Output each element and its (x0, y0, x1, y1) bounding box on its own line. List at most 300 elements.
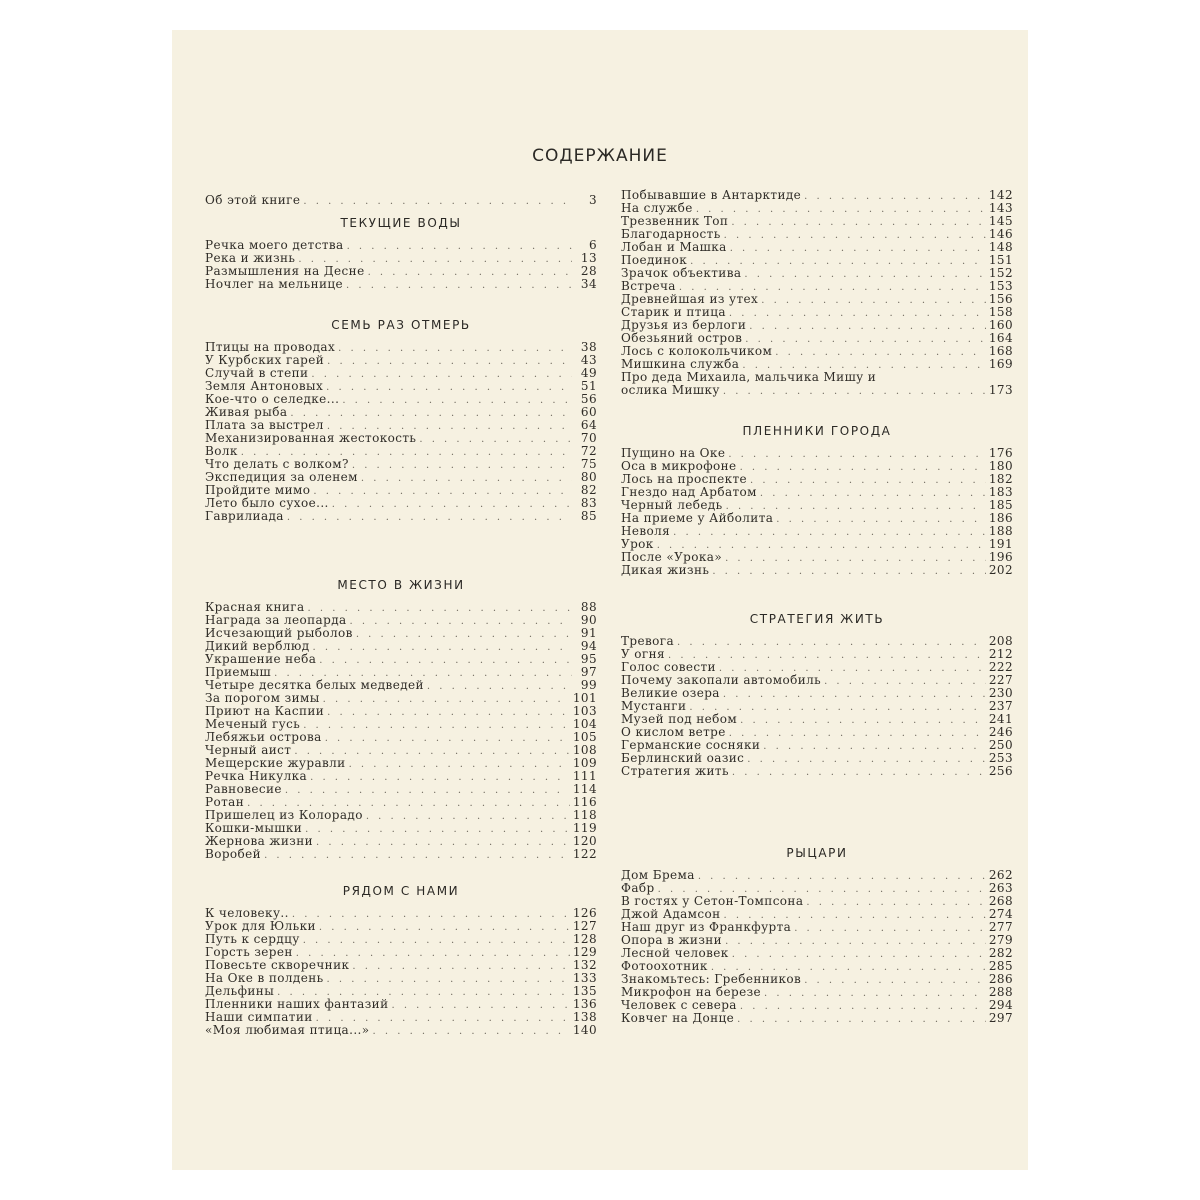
toc-entry[interactable] (621, 525, 1013, 538)
entry-title: Микрофон на березе (621, 985, 762, 999)
leader-dots (712, 565, 986, 578)
section-title: РЫЦАРИ (786, 846, 848, 860)
entry-title: Лебяжьи острова (205, 730, 322, 744)
leader-dots (352, 459, 572, 472)
leader-dots (673, 526, 986, 539)
entry-page-number: 83 (580, 496, 597, 510)
leader-dots (427, 680, 572, 693)
leader-dots (750, 474, 986, 487)
section-strategiya-zhit (621, 610, 1013, 778)
section-title: МЕСТО В ЖИЗНИ (337, 578, 465, 592)
leader-dots (303, 195, 572, 208)
entry-title: Кое-что о селедке... (205, 392, 340, 406)
entry-page-number: 28 (580, 264, 597, 278)
entry-page-number: 185 (988, 498, 1013, 512)
entry-page-number: 105 (572, 730, 597, 744)
entry-title: Опора в жизни (621, 933, 723, 947)
entry-page-number: 82 (580, 483, 597, 497)
entry-page-number: 70 (580, 431, 597, 445)
entry-page-number: 109 (572, 756, 597, 770)
entry-page-number: 151 (988, 253, 1013, 267)
leader-dots (373, 1025, 570, 1038)
entry-page-number: 222 (988, 660, 1013, 674)
entry-page-number: 182 (988, 472, 1013, 486)
leader-dots (323, 693, 570, 706)
entry-title: Исчезающий рыболов (205, 626, 353, 640)
toc-entry[interactable] (621, 512, 1013, 525)
entry-title: Ночлег на мельнице (205, 277, 344, 291)
entry-title: Обезьяний остров (621, 331, 743, 345)
entry-page-number: 202 (988, 563, 1013, 577)
entry-title: Неволя (621, 524, 671, 538)
entry-page-number: 38 (580, 340, 597, 354)
leader-dots (745, 333, 986, 346)
entry-page-number: 188 (988, 524, 1013, 538)
entry-page-number: 90 (580, 613, 597, 627)
toc-entry[interactable] (621, 765, 1013, 778)
entry-title: Урок для Юльки (205, 919, 316, 933)
entry-page-number: 114 (572, 782, 597, 796)
entry-title: Механизированная жестокость (205, 431, 417, 445)
entry-page-number: 85 (580, 509, 597, 523)
entry-title: Река и жизнь (205, 251, 296, 265)
leader-dots (804, 190, 986, 203)
entry-page-number: 120 (572, 834, 597, 848)
leader-dots (794, 922, 986, 935)
toc-entry[interactable] (205, 783, 597, 796)
leader-dots (732, 948, 986, 961)
entry-page-number: 133 (572, 971, 597, 985)
entry-page-number: 140 (572, 1023, 597, 1037)
entry-page-number: 95 (580, 652, 597, 666)
leader-dots (325, 732, 570, 745)
leader-dots (728, 448, 986, 461)
entry-page-number: 56 (580, 392, 597, 406)
entry-page-number: 3 (588, 193, 597, 207)
entry-title-line-2: ослика Мишку (621, 383, 720, 397)
entry-title: Старик и птица (621, 305, 726, 319)
entry-title: Фотоохотник (621, 959, 708, 973)
leader-dots (326, 381, 572, 394)
entry-page-number: 250 (988, 738, 1013, 752)
entry-page-number: 75 (580, 457, 597, 471)
entry-title: Лесной человек (621, 946, 729, 960)
section-sem-raz-otmer (205, 316, 597, 523)
leader-dots (677, 636, 986, 649)
entry-page-number: 127 (572, 919, 597, 933)
entry-title: Урок (621, 537, 654, 551)
entry-title: Дом Брема (621, 868, 695, 882)
toc-entry[interactable] (621, 1012, 1013, 1025)
entry-page-number: 101 (572, 691, 597, 705)
entry-page-number: 94 (580, 639, 597, 653)
entry-page-number: 118 (572, 808, 597, 822)
entry-page-number: 148 (988, 240, 1013, 254)
entry-title: Встреча (621, 279, 676, 293)
entry-title: Птицы на проводах (205, 340, 336, 354)
page-title: СОДЕРЖАНИЕ (532, 146, 668, 166)
entry-title: Пришелец из Колорадо (205, 808, 363, 822)
leader-dots (761, 294, 986, 307)
entry-page-number: 145 (988, 214, 1013, 228)
leader-dots (723, 385, 986, 398)
entry-page-number: 246 (988, 725, 1013, 739)
toc-entry[interactable] (621, 371, 1013, 397)
leader-dots (775, 346, 986, 359)
entry-page-number: 91 (580, 626, 597, 640)
entry-page-number: 49 (580, 366, 597, 380)
entry-title: В гостях у Сетон-Томпсона (621, 894, 804, 908)
leader-dots (737, 1013, 986, 1026)
entry-title: Жернова жизни (205, 834, 313, 848)
entry-title: Речка Никулка (205, 769, 308, 783)
leader-dots (725, 935, 986, 948)
entry-title: Трезвенник Топ (621, 214, 729, 228)
leader-dots (327, 355, 572, 368)
entry-title: О кислом ветре (621, 725, 726, 739)
leader-dots (724, 229, 986, 242)
leader-dots (350, 615, 572, 628)
entry-page-number: 6 (588, 238, 597, 252)
toc-entry[interactable] (621, 564, 1013, 577)
entry-page-number: 135 (572, 984, 597, 998)
entry-page-number: 288 (988, 985, 1013, 999)
entry-page-number: 208 (988, 634, 1013, 648)
entry-title: Пленники наших фантазий (205, 997, 389, 1011)
leader-dots (316, 836, 570, 849)
entry-page-number: 268 (988, 894, 1013, 908)
entry-page-number: 282 (988, 946, 1013, 960)
entry-page-number: 212 (988, 647, 1013, 661)
entry-page-number: 253 (988, 751, 1013, 765)
leader-dots (303, 719, 570, 732)
entry-title: Красная книга (205, 600, 305, 614)
entry-title: Лобан и Машка (621, 240, 727, 254)
entry-page-number: 241 (988, 712, 1013, 726)
toc-entry[interactable] (205, 432, 597, 445)
entry-page-number: 43 (580, 353, 597, 367)
entry-page-number: 176 (988, 446, 1013, 460)
leader-dots (740, 461, 986, 474)
entry-title: На службе (621, 201, 693, 215)
entry-page-number: 180 (988, 459, 1013, 473)
entry-page-number: 51 (580, 379, 597, 393)
entry-page-number: 277 (988, 920, 1013, 934)
entry-page-number: 152 (988, 266, 1013, 280)
section-title: СЕМЬ РАЗ ОТМЕРЬ (331, 318, 471, 332)
entry-title: Равновесие (205, 782, 282, 796)
entry-title: Лето было сухое... (205, 496, 329, 510)
entry-title: Случай в степи (205, 366, 309, 380)
entry-title: Лось с колокольчиком (621, 344, 773, 358)
entry-page-number: 128 (572, 932, 597, 946)
entry-page-number: 136 (572, 997, 597, 1011)
leader-dots (361, 472, 572, 485)
toc-entry[interactable] (621, 869, 1013, 882)
entry-page-number: 111 (572, 769, 597, 783)
entry-page-number: 164 (988, 331, 1013, 345)
entry-page-number: 262 (988, 868, 1013, 882)
leader-dots (290, 407, 572, 420)
entry-title: Гнездо над Арбатом (621, 485, 757, 499)
entry-title: Германские сосняки (621, 738, 761, 752)
leader-dots (356, 628, 572, 641)
entry-title: Волк (205, 444, 238, 458)
toc-entry[interactable] (205, 278, 597, 291)
entry-title: Ротан (205, 795, 245, 809)
entry-page-number: 294 (988, 998, 1013, 1012)
toc-entry[interactable] (205, 1024, 597, 1037)
leader-dots (419, 433, 572, 446)
entry-title: Меченый гусь (205, 717, 301, 731)
entry-page-number: 97 (580, 665, 597, 679)
leader-dots (310, 771, 570, 784)
entry-title: Джой Адамсон (621, 907, 721, 921)
entry-page-number: 116 (572, 795, 597, 809)
entry-page-number: 286 (988, 972, 1013, 986)
entry-page-number: 129 (572, 945, 597, 959)
entry-title: Голос совести (621, 660, 716, 674)
entry-title: Приют на Каспии (205, 704, 325, 718)
section-title: РЯДОМ С НАМИ (342, 884, 460, 898)
book-page (172, 30, 1028, 1170)
entry-title: Оса в микрофоне (621, 459, 737, 473)
entry-title: За порогом зимы (205, 691, 320, 705)
entry-title: Четыре десятка белых медведей (205, 678, 424, 692)
entry-title: Кошки-мышки (205, 821, 303, 835)
toc-entry[interactable] (205, 194, 597, 207)
entry-page-number: 191 (988, 537, 1013, 551)
entry-title: На Оке в полдень (205, 971, 324, 985)
entry-page-number: 103 (572, 704, 597, 718)
leader-dots (303, 934, 570, 947)
leader-dots (313, 485, 572, 498)
entry-page-number: 168 (988, 344, 1013, 358)
section-continued (621, 189, 1013, 397)
leader-dots (292, 908, 570, 921)
leader-dots (749, 320, 986, 333)
entry-page-number: 169 (988, 357, 1013, 371)
entry-page-number: 122 (572, 847, 597, 861)
entry-title: К человеку.. (205, 906, 289, 920)
leader-dots (824, 675, 986, 688)
toc-entry[interactable] (621, 267, 1013, 280)
toc-entry[interactable] (205, 510, 597, 523)
leader-dots (760, 487, 986, 500)
section-title: ПЛЕННИКИ ГОРОДА (742, 424, 892, 438)
toc-entry[interactable] (205, 835, 597, 848)
entry-page-number: 183 (988, 485, 1013, 499)
entry-title: Стратегия жить (621, 764, 729, 778)
entry-page-number: 274 (988, 907, 1013, 921)
leader-dots (723, 688, 986, 701)
entry-title: Благодарность (621, 227, 721, 241)
leader-dots (346, 279, 572, 292)
entry-page-number: 119 (572, 821, 597, 835)
leader-dots (342, 394, 572, 407)
leader-dots (327, 706, 570, 719)
entry-title: Речка моего детства (205, 238, 344, 252)
leader-dots (698, 870, 986, 883)
entry-page-number: 285 (988, 959, 1013, 973)
entry-page-number: 153 (988, 279, 1013, 293)
entry-title: Зрачок объектива (621, 266, 742, 280)
entry-title: Музей под небом (621, 712, 738, 726)
section-title: ТЕКУЩИЕ ВОДЫ (340, 216, 462, 230)
entry-title: «Моя любимая птица...» (205, 1023, 370, 1037)
entry-title: Черный аист (205, 743, 292, 757)
entry-page-number: 230 (988, 686, 1013, 700)
entry-page-number: 104 (572, 717, 597, 731)
leader-dots (338, 342, 572, 355)
leader-dots (287, 511, 572, 524)
entry-title: Дикая жизнь (621, 563, 710, 577)
entry-title: Лось на проспекте (621, 472, 748, 486)
entry-page-number: 173 (988, 383, 1013, 397)
leader-dots (747, 753, 986, 766)
leader-dots (349, 758, 570, 771)
entry-page-number: 99 (580, 678, 597, 692)
entry-title: Наши симпатии (205, 1010, 313, 1024)
toc-entry[interactable] (621, 635, 1013, 648)
entry-title: Поединок (621, 253, 688, 267)
entry-title: Почему закопали автомобиль (621, 673, 822, 687)
section-title: СТРАТЕГИЯ ЖИТЬ (749, 612, 885, 626)
entry-page-number: 142 (988, 188, 1013, 202)
entry-title: После «Урока» (621, 550, 723, 564)
leader-dots (740, 1000, 986, 1013)
entry-page-number: 64 (580, 418, 597, 432)
entry-title: Мишкина служба (621, 357, 740, 371)
entry-title: У Курбских гарей (205, 353, 325, 367)
leader-dots (285, 784, 570, 797)
entry-title: Дельфины (205, 984, 275, 998)
section-plenniki-goroda (621, 422, 1013, 577)
leader-dots (313, 641, 573, 654)
entry-page-number: 156 (988, 292, 1013, 306)
entry-title: Воробей (205, 847, 262, 861)
entry-title: Размышления на Десне (205, 264, 365, 278)
entry-title: Земля Антоновых (205, 379, 324, 393)
leader-dots (347, 240, 572, 253)
entry-page-number: 72 (580, 444, 597, 458)
entry-title: Гаврилиада (205, 509, 284, 523)
entry-title: Об этой книге (205, 193, 301, 207)
entry-page-number: 138 (572, 1010, 597, 1024)
leader-dots (763, 740, 986, 753)
entry-title: Пущино на Оке (621, 446, 726, 460)
leader-dots (744, 268, 985, 281)
leader-dots (725, 552, 986, 565)
entry-title: Черный лебедь (621, 498, 723, 512)
toc-intro (205, 194, 597, 207)
leader-dots (776, 513, 986, 526)
leader-dots (804, 974, 986, 987)
entry-page-number: 158 (988, 305, 1013, 319)
entry-title: Мустанги (621, 699, 687, 713)
entry-page-number: 227 (988, 673, 1013, 687)
section-mesto-v-zhizni (205, 576, 597, 861)
entry-title: Что делать с волком? (205, 457, 349, 471)
entry-page-number: 108 (572, 743, 597, 757)
leader-dots (305, 823, 570, 836)
entry-title: Плата за выстрел (205, 418, 324, 432)
section-ryadom-s-nami (205, 882, 597, 1037)
entry-page-number: 297 (988, 1011, 1013, 1025)
entry-title: Награда за леопарда (205, 613, 347, 627)
entry-title: Человек с севера (621, 998, 737, 1012)
entry-title: Тревога (621, 634, 675, 648)
leader-dots (332, 498, 572, 511)
leader-dots (731, 216, 986, 229)
entry-page-number: 80 (580, 470, 597, 484)
entry-page-number: 256 (988, 764, 1013, 778)
entry-title: Горсть зерен (205, 945, 293, 959)
entry-title: Экспедиция за оленем (205, 470, 358, 484)
entry-page-number: 88 (580, 600, 597, 614)
entry-page-number: 279 (988, 933, 1013, 947)
entry-title: Живая рыба (205, 405, 288, 419)
section-tekushchie-vody (205, 214, 597, 291)
entry-title: Путь к сердцу (205, 932, 300, 946)
leader-dots (806, 896, 986, 909)
entry-title: Пройдите мимо (205, 483, 311, 497)
entry-title: Мещерские журавли (205, 756, 346, 770)
leader-dots (264, 849, 570, 862)
leader-dots (319, 654, 572, 667)
entry-title: Наш друг из Франкфурта (621, 920, 792, 934)
entry-page-number: 186 (988, 511, 1013, 525)
toc-entry[interactable] (205, 848, 597, 861)
leader-dots (319, 921, 570, 934)
entry-page-number: 34 (580, 277, 597, 291)
entry-page-number: 60 (580, 405, 597, 419)
leader-dots (368, 266, 572, 279)
entry-title: Повесьте скворечник (205, 958, 350, 972)
entry-page-number: 196 (988, 550, 1013, 564)
entry-page-number: 132 (572, 958, 597, 972)
entry-title: Фабр (621, 881, 655, 895)
leader-dots (696, 203, 986, 216)
entry-title: Великие озера (621, 686, 720, 700)
leader-dots (740, 714, 986, 727)
entry-title: Друзья из берлоги (621, 318, 747, 332)
entry-title: Побывавшие в Антарктиде (621, 188, 802, 202)
leader-dots (729, 307, 986, 320)
entry-page-number: 146 (988, 227, 1013, 241)
entry-page-number: 143 (988, 201, 1013, 215)
entry-title: На приеме у Айболита (621, 511, 774, 525)
leader-dots (730, 242, 986, 255)
leader-dots (391, 999, 569, 1012)
leader-dots (729, 727, 986, 740)
entry-page-number: 263 (988, 881, 1013, 895)
entry-page-number: 237 (988, 699, 1013, 713)
leader-dots (311, 368, 572, 381)
entry-title: Древнейшая из утех (621, 292, 759, 306)
leader-dots (764, 987, 986, 1000)
entry-page-number: 126 (572, 906, 597, 920)
entry-page-number: 13 (580, 251, 597, 265)
leader-dots (327, 973, 570, 986)
leader-dots (366, 810, 570, 823)
entry-page-number: 160 (988, 318, 1013, 332)
entry-title: Приемыш (205, 665, 272, 679)
entry-title: У огня (621, 647, 665, 661)
entry-title: Украшение неба (205, 652, 317, 666)
leader-dots (352, 960, 570, 973)
entry-title: Ковчег на Донце (621, 1011, 735, 1025)
